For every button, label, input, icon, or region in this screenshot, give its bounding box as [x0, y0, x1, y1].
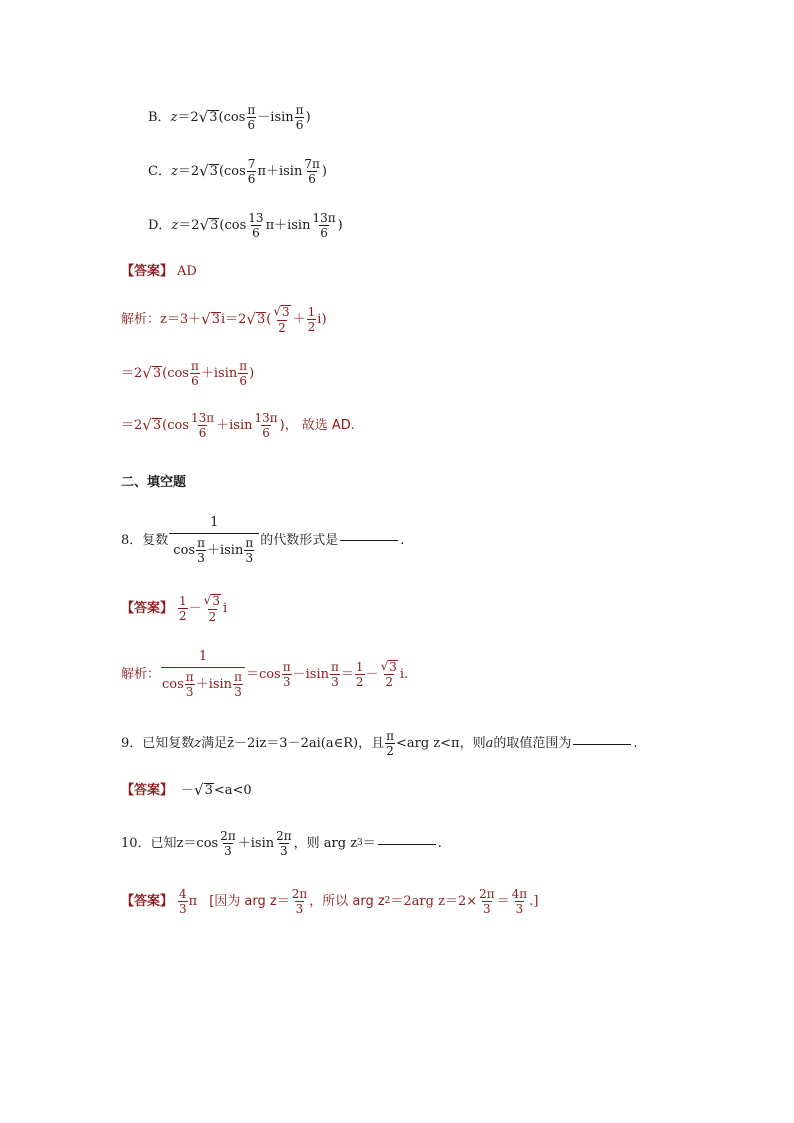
- fraction: 1 cos $\frac{\pi}{3}$ ＋isin $\frac{\pi}{3}$: [169, 516, 259, 564]
- q8-analysis: 解析： 1 cos $\frac{\pi}{3}$ ＋isin $\frac{\pi}{3}$ ＝cos $\frac{\pi}{3}$ －isin $\frac{\pi}{3}$ ＝ $\frac{1}{2}$ － √ 3 2 i.: [121, 649, 409, 699]
- q7-analysis-line-3: ＝2 √ 3 (cos $\frac{13\pi}{6}$ ＋isin $\frac{13\pi}{6}$ )， 故选 AD.: [121, 411, 355, 440]
- sqrt: √ 3: [246, 309, 266, 328]
- option-d: D． z ＝2 √ 3 (cos $\frac{13}{6}$ π＋isin $\frac{13\pi}{6}$ ): [148, 211, 343, 240]
- answer-text: AD: [177, 264, 197, 279]
- fraction: $\frac{\pi}{3}$: [331, 659, 339, 689]
- question-10: 10． 已知 z＝cos $\frac{2\pi}{3}$ ＋isin $\frac{2\pi}{3}$ ，则 arg z 3 ＝ .: [121, 829, 442, 858]
- sqrt: √ 3: [199, 162, 218, 180]
- fraction: $\frac{13\pi}{6}$: [312, 211, 336, 240]
- option-c: C． z ＝2 √ 3 (cos $\frac{7}{6}$ π＋isin $\frac{7\pi}{6}$ ): [148, 157, 327, 186]
- answer-tag: 【答案】: [121, 783, 174, 798]
- fraction: √ 3 2: [380, 658, 397, 690]
- sqrt: √ 3: [199, 216, 219, 234]
- option-c-label: C．: [148, 164, 171, 179]
- fraction: $\frac{13\pi}{6}$: [190, 411, 215, 440]
- fraction: $\frac{7}{6}$: [247, 157, 256, 186]
- answer-tag: 【答案】: [121, 894, 174, 909]
- question-8: 8． 复数 1 cos $\frac{\pi}{3}$ ＋isin $\frac{\pi}{3}$ 的代数形式是 .: [121, 515, 405, 565]
- sqrt: √ 3: [198, 108, 218, 126]
- fraction: $\frac{\pi}{3}$: [282, 659, 291, 689]
- answer-blank: [340, 539, 398, 541]
- fraction: $\frac{1}{2}$: [355, 659, 364, 689]
- sqrt: √ 3: [194, 781, 213, 799]
- answer-tag: 【答案】: [121, 600, 174, 616]
- fraction: $\frac{2\pi}{3}$: [220, 829, 236, 858]
- answer-blank: [573, 743, 631, 745]
- fraction: $\frac{4\pi}{3}$: [511, 887, 528, 916]
- q7-analysis-line-1: 解析： z＝3＋ √ 3 i＝2 √ 3 ( √ 3 2 ＋ $\frac{1}{2}$ i): [121, 304, 327, 335]
- option-b-label: B．: [148, 110, 171, 125]
- fraction: $\frac{2\pi}{3}$: [291, 887, 308, 916]
- q10-answer: 【答案】 $\frac{4}{3}$ π [因为 arg z＝ $\frac{2\pi}{3}$ ，所以 arg z 2 ＝2arg z＝2× $\frac{2\pi}{3}$ ＝ $\frac{4\pi}{3}$ .]: [121, 887, 539, 916]
- q7-answer: [121, 265, 197, 278]
- fraction: $\frac{\pi}{6}$: [190, 359, 199, 388]
- fraction: $\frac{\pi}{6}$: [295, 103, 304, 132]
- analysis-label: 解析：: [121, 311, 161, 327]
- fraction: $\frac{\pi}{6}$: [239, 359, 248, 388]
- section-title-fill-in: 二、填空题: [121, 475, 187, 490]
- fraction: $\frac{1}{2}$: [179, 593, 187, 623]
- answer-tag: 【答案】: [121, 264, 174, 279]
- q7-analysis-line-2: ＝2 √ 3 (cos $\frac{\pi}{6}$ ＋isin $\frac{\pi}{6}$ ): [121, 359, 255, 388]
- q8-answer: 【答案】 $\frac{1}{2}$ － √ 3 2 i: [121, 593, 228, 624]
- fraction: √ 3 2: [273, 304, 290, 335]
- option-d-label: D．: [148, 218, 172, 233]
- fraction: $\frac{13\pi}{6}$: [254, 411, 278, 440]
- sqrt: √ 3: [201, 309, 220, 328]
- fraction: $\frac{2\pi}{3}$: [276, 829, 292, 858]
- question-number: 8．: [121, 532, 143, 548]
- sqrt: √ 3: [142, 416, 162, 434]
- fraction: $\frac{7\pi}{6}$: [304, 157, 320, 186]
- fraction: 1 cos $\frac{\pi}{3}$ ＋isin $\frac{\pi}{3}$: [161, 650, 245, 698]
- fraction: $\frac{\pi}{6}$: [247, 103, 256, 132]
- answer-blank: [378, 843, 436, 845]
- question-number: 10．: [121, 836, 151, 851]
- fraction: $\frac{13}{6}$: [248, 211, 264, 240]
- q9-answer: 【答案】 － √ 3 <a<0: [121, 781, 252, 799]
- question-9: 9． 已知复数 z 满足 z̄－2iz＝3－2ai(a∈R) ，且 $\frac{\pi}{2}$ <arg z<π ，则 a 的取值范围为 .: [121, 729, 638, 758]
- fraction: $\frac{\pi}{2}$: [386, 729, 394, 758]
- option-b: B． z ＝2 √ 3 (cos $\frac{\pi}{6}$ －isin $\frac{\pi}{6}$ ): [148, 103, 311, 132]
- sqrt: √ 3: [142, 364, 162, 382]
- analysis-label: 解析：: [121, 666, 161, 682]
- question-number: 9．: [121, 736, 143, 751]
- fraction: $\frac{2\pi}{3}$: [479, 887, 495, 916]
- fraction: √ 3 2: [203, 593, 220, 624]
- fraction: $\frac{1}{2}$: [307, 304, 316, 334]
- fraction: $\frac{4}{3}$: [179, 887, 187, 916]
